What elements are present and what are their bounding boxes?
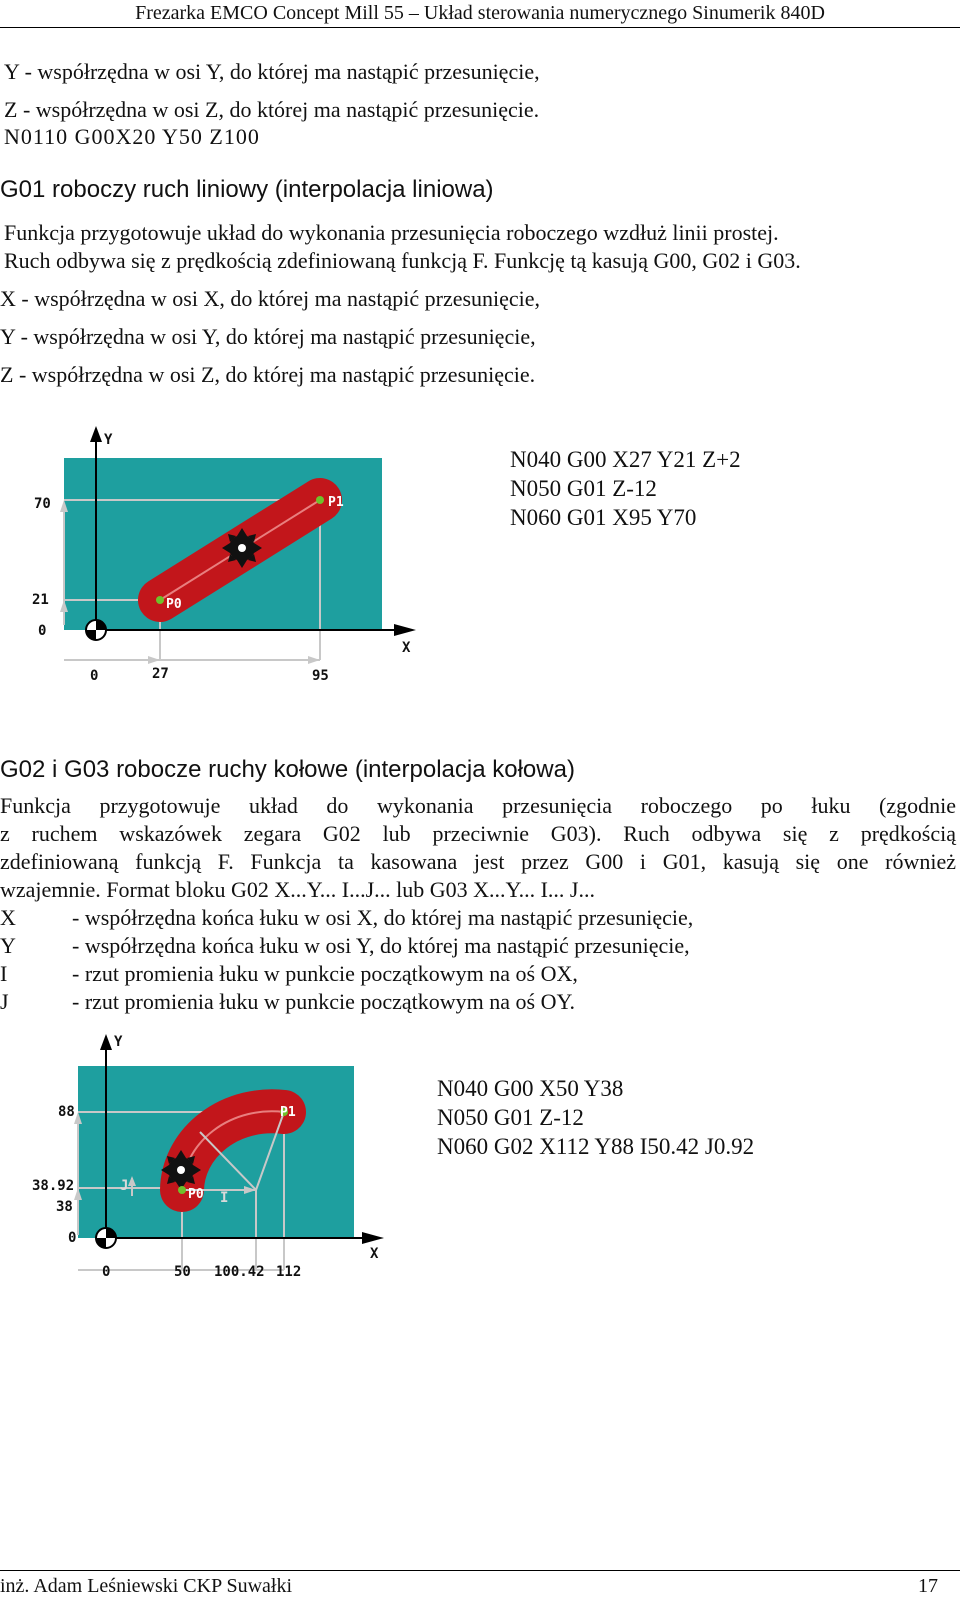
- g02-definition-j: [0, 988, 575, 1016]
- milling-cutter-icon: [161, 1150, 201, 1190]
- x-axis-label: X: [402, 640, 411, 656]
- p0-label: P0: [166, 597, 182, 612]
- g01-guide-arrow-x95: [308, 656, 320, 664]
- header-rule: [0, 27, 960, 28]
- x-tick-100-42: 100.42: [214, 1264, 265, 1280]
- definition-text: - współrzędna końca łuku w osi X, do której ma nastąpić przesunięcie,: [72, 905, 694, 930]
- page-header: Frezarka EMCO Concept Mill 55 – Układ sterowania numerycznego Sinumerik 840D: [135, 2, 825, 24]
- g02-definition-y: [0, 932, 690, 960]
- g01-code-line: N050 G01 Z-12: [510, 476, 657, 501]
- g02-paragraph-line-3: zdefiniowaną funkcją F. Funkcja ta kasowana jest przez G00 i G01, kasują się one również: [0, 849, 956, 874]
- page-number: 17: [918, 1575, 938, 1597]
- g02-code-line: N050 G01 Z-12: [437, 1105, 584, 1130]
- definition-letter: X: [0, 905, 16, 930]
- x-tick-0: 0: [102, 1264, 111, 1280]
- y-tick-0: 0: [38, 623, 47, 639]
- g01-code-line: N060 G01 X95 Y70: [510, 505, 697, 530]
- g01-code-block: [510, 445, 741, 532]
- definition-letter: Y: [0, 933, 16, 958]
- footer-author: inż. Adam Leśniewski CKP Suwałki: [0, 1575, 293, 1597]
- y-tick-38: 38: [56, 1199, 73, 1215]
- definition-letter: J: [0, 989, 9, 1014]
- g02-paragraph-line-1: Funkcja przygotowuje układ do wykonania przesunięcia roboczego po łuku (zgodnie: [0, 793, 956, 818]
- x-tick-112: 112: [276, 1264, 302, 1280]
- point-p0: [178, 1186, 186, 1194]
- top-example-block: N0110 G00X20 Y50 Z100: [4, 124, 260, 149]
- x-tick-0: 0: [90, 668, 99, 684]
- definition-text: - rzut promienia łuku w punkcie początkowym na oś OY.: [72, 989, 576, 1014]
- milling-cutter-icon: [222, 528, 262, 568]
- g01-linear-interpolation-figure: [20, 420, 440, 695]
- origin-symbol-icon: [96, 1228, 116, 1248]
- y-axis-arrow-icon: [100, 1034, 112, 1050]
- x-axis-label: X: [370, 1246, 379, 1262]
- g01-x-definition: X - współrzędna w osi X, do której ma nastąpić przesunięcie,: [0, 286, 541, 311]
- y-axis-label: Y: [104, 432, 113, 448]
- j-label: J: [120, 1178, 129, 1194]
- g01-y-definition: Y - współrzędna w osi Y, do której ma nastąpić przesunięcie,: [0, 324, 536, 349]
- g02-circular-interpolation-figure: [26, 1030, 406, 1295]
- top-y-definition: Y - współrzędna w osi Y, do której ma nastąpić przesunięcie,: [4, 59, 540, 84]
- x-axis-arrow-icon: [362, 1232, 384, 1244]
- definition-text: - współrzędna końca łuku w osi Y, do której ma nastąpić przesunięcie,: [72, 933, 690, 958]
- g01-code-line: N040 G00 X27 Y21 Z+2: [510, 447, 741, 472]
- y-tick-70: 70: [34, 496, 51, 512]
- g01-z-definition: Z - współrzędna w osi Z, do której ma nastąpić przesunięcie.: [0, 362, 536, 387]
- y-axis-arrow-icon: [90, 426, 102, 442]
- g02-definition-i: [0, 960, 578, 988]
- g01-heading: G01 roboczy ruch liniowy (interpolacja liniowa): [0, 176, 494, 203]
- point-p0: [156, 596, 164, 604]
- point-p1: [316, 496, 324, 504]
- x-tick-95: 95: [312, 668, 329, 684]
- g01-paragraph-line-2: Ruch odbywa się z prędkością zdefiniowaną funkcją F. Funkcję tą kasują G00, G02 i G03.: [4, 248, 801, 273]
- y-axis-label: Y: [114, 1034, 123, 1050]
- g02-paragraph-line-2: z ruchem wskazówek zegara G02 lub przeciwnie G03). Ruch odbywa się z prędkością: [0, 821, 956, 846]
- x-axis-arrow-icon: [394, 624, 416, 636]
- g02-code-line: N060 G02 X112 Y88 I50.42 J0.92: [437, 1134, 755, 1159]
- p1-label: P1: [280, 1105, 296, 1120]
- g02-definition-x: [0, 904, 693, 932]
- x-tick-50: 50: [174, 1264, 191, 1280]
- g02-g03-heading: G02 i G03 robocze ruchy kołowe (interpolacja kołowa): [0, 756, 575, 783]
- definition-letter: I: [0, 961, 8, 986]
- g02-code-block: [437, 1074, 754, 1161]
- g02-paragraph-line-4: wzajemnie. Format bloku G02 X...Y... I...J... lub G03 X...Y... I... J...: [0, 877, 595, 902]
- y-tick-0: 0: [68, 1230, 77, 1246]
- y-tick-21: 21: [32, 592, 49, 608]
- g02-code-line: N040 G00 X50 Y38: [437, 1076, 624, 1101]
- g01-guide-arrow-x27: [148, 656, 160, 664]
- top-z-definition: Z - współrzędna w osi Z, do której ma nastąpić przesunięcie.: [4, 97, 540, 122]
- origin-symbol-icon: [86, 620, 106, 640]
- p0-label: P0: [188, 1187, 204, 1202]
- x-tick-27: 27: [152, 666, 169, 682]
- p1-label: P1: [328, 495, 344, 510]
- y-tick-38-92: 38.92: [32, 1178, 75, 1194]
- y-tick-88: 88: [58, 1104, 75, 1120]
- definition-text: - rzut promienia łuku w punkcie początkowym na oś OX,: [72, 961, 578, 986]
- footer-rule: [0, 1570, 960, 1571]
- g01-paragraph-line-1: Funkcja przygotowuje układ do wykonania przesunięcia roboczego wzdłuż linii prostej.: [4, 220, 779, 245]
- i-label: I: [220, 1190, 229, 1206]
